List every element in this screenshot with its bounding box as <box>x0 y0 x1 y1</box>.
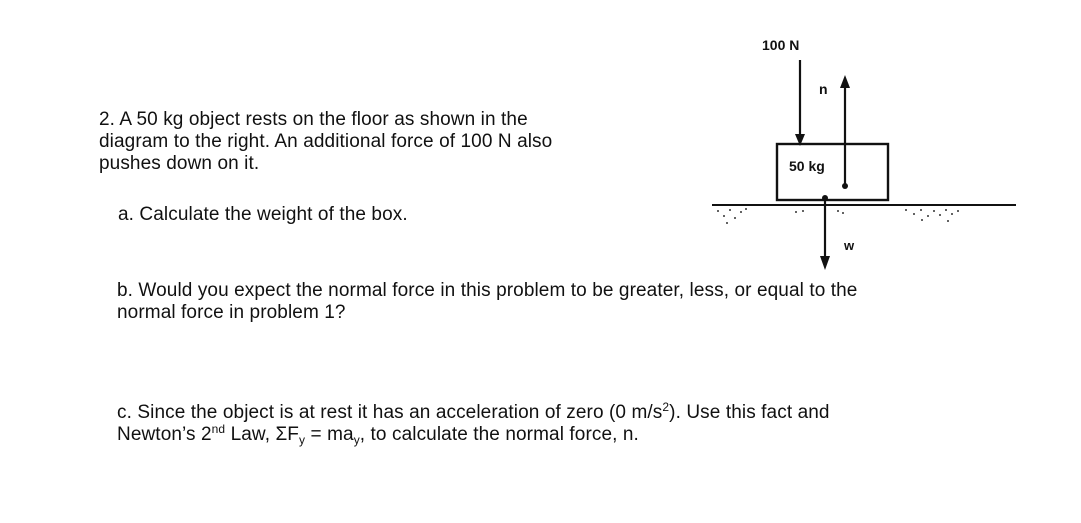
intro-line-1: 2. A 50 kg object rests on the floor as shown in the <box>99 109 528 130</box>
equals-ma-text: = ma <box>305 424 354 445</box>
part-c-line-1-end: ). Use this fact and <box>669 402 830 423</box>
force-diagram <box>700 30 1030 280</box>
intro-line-2: diagram to the right. An additional force of 100 N also <box>99 131 553 152</box>
y-subscript: y <box>299 433 306 447</box>
part-b-line-1: b. Would you expect the normal force in this problem to be greater, less, or equal to the <box>117 280 858 301</box>
question-part-b <box>117 280 857 324</box>
newtons-text: Newton’s 2 <box>117 424 212 445</box>
question-2-intro <box>99 109 552 175</box>
part-b-line-2: normal force in problem 1? <box>117 302 346 323</box>
squared-superscript: 2 <box>662 400 670 414</box>
question-part-c <box>117 402 830 446</box>
law-sum-text: Law, ΣF <box>225 424 300 445</box>
question-part-a: a. Calculate the weight of the box. <box>118 204 408 225</box>
normal-force-arrow <box>840 75 850 189</box>
part-c-line-2 <box>117 424 830 446</box>
applied-force-arrow <box>795 60 805 146</box>
weight-arrow <box>820 195 830 270</box>
mass-label: 50 kg <box>789 158 825 174</box>
part-c-line-2-end: , to calculate the normal force, n. <box>359 424 639 445</box>
part-c-line-1-text: c. Since the object is at rest it has an acceleration of zero (0 m/s <box>117 402 663 423</box>
intro-line-3: pushes down on it. <box>99 153 260 174</box>
part-c-line-1 <box>117 402 830 424</box>
weight-label: w <box>844 238 855 253</box>
ordinal-superscript: nd <box>211 422 226 436</box>
normal-force-label: n <box>819 81 828 97</box>
y-subscript-2: y <box>353 433 360 447</box>
applied-force-label: 100 N <box>762 37 800 53</box>
floor-hatching <box>717 208 959 224</box>
